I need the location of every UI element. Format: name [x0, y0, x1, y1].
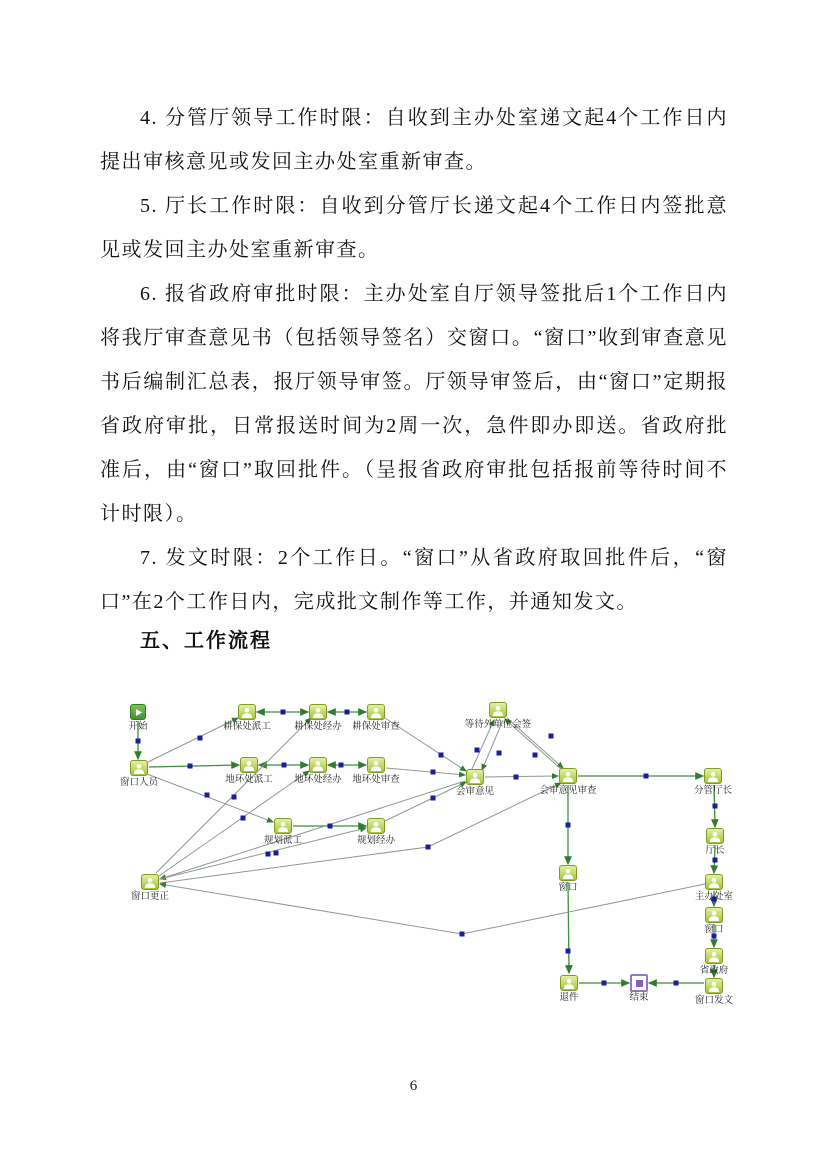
person-icon [704, 768, 722, 784]
person-icon [141, 874, 159, 890]
node-label: 开始 [128, 721, 148, 732]
person-icon [705, 907, 723, 923]
person-icon [367, 818, 385, 834]
node-label: 地环处经办 [294, 774, 342, 785]
paragraph-7: 7. 发文时限：2个工作日。“窗口”从省政府取回批件后，“窗口”在2个工作日内，完成批文制作等工作，并通知发文。 [100, 547, 728, 613]
node-label: 窗口人员 [119, 777, 158, 788]
person-icon [705, 874, 723, 890]
start-icon [130, 704, 146, 720]
text-block [100, 96, 728, 626]
person-icon [489, 702, 507, 718]
node-label: 会审意见 [455, 786, 494, 797]
person-icon [559, 865, 577, 881]
flowchart-edges [118, 693, 763, 1028]
node-label: 主办处室 [694, 891, 733, 902]
person-icon [706, 828, 724, 844]
person-icon [240, 757, 258, 773]
person-icon [274, 818, 292, 834]
node-label: 结束 [629, 992, 649, 1003]
node-label: 窗口 [704, 924, 724, 935]
person-icon [130, 760, 148, 776]
node-label: 窗口 [558, 882, 578, 893]
node-label: 规划派工 [263, 835, 302, 846]
node-label: 省政府 [699, 965, 729, 976]
person-icon [466, 769, 484, 785]
person-icon [309, 704, 327, 720]
paragraph-6: 6. 报省政府审批时限：主办处室自厅领导签批后1个工作日内将我厅审查意见书（包括领导签名）交窗口。“窗口”收到审查意见书后编制汇总表，报厅领导审签。厅领导审签后，由“窗口”定期报省政府审批，日常报送时间为2周一次，急件即办即送。省政府批准后，由“窗口”取回批件。（呈报省政府审批包括报前等待时间不计时限）。 [100, 283, 728, 525]
person-icon [367, 704, 385, 720]
section-heading: 五、工作流程 [140, 630, 272, 652]
flowchart [118, 693, 763, 1028]
node-label: 会审意见审查 [539, 785, 597, 796]
node-label: 窗口更正 [130, 891, 169, 902]
node-label: 分管厅长 [693, 785, 732, 796]
person-icon [560, 975, 578, 991]
paragraph-4: 4. 分管厅领导工作时限：自收到主办处室递文起4个工作日内提出审核意见或发回主办处室重新审查。 [100, 107, 728, 173]
person-icon [367, 757, 385, 773]
person-icon [309, 757, 327, 773]
person-icon [705, 978, 723, 994]
node-label: 地环处派工 [225, 774, 273, 785]
node-label: 退件 [559, 992, 579, 1003]
node-label: 等待外单位会签 [464, 719, 532, 730]
node-label: 耕保处派工 [223, 721, 271, 732]
end-inner-square [636, 980, 643, 987]
page-number: 6 [409, 1078, 418, 1094]
node-label: 耕保处审查 [352, 721, 400, 732]
node-label: 地环处审查 [352, 774, 400, 785]
node-label: 规划经办 [356, 835, 395, 846]
paragraph-5: 5. 厅长工作时限：自收到分管厅长递文起4个工作日内签批意见或发回主办处室重新审查。 [100, 195, 728, 261]
node-label: 耕保处经办 [294, 721, 342, 732]
person-icon [559, 768, 577, 784]
node-label: 窗口发文 [694, 995, 733, 1006]
end-icon [630, 974, 648, 992]
node-label: 厅长 [705, 845, 725, 856]
person-icon [238, 704, 256, 720]
person-icon [705, 948, 723, 964]
